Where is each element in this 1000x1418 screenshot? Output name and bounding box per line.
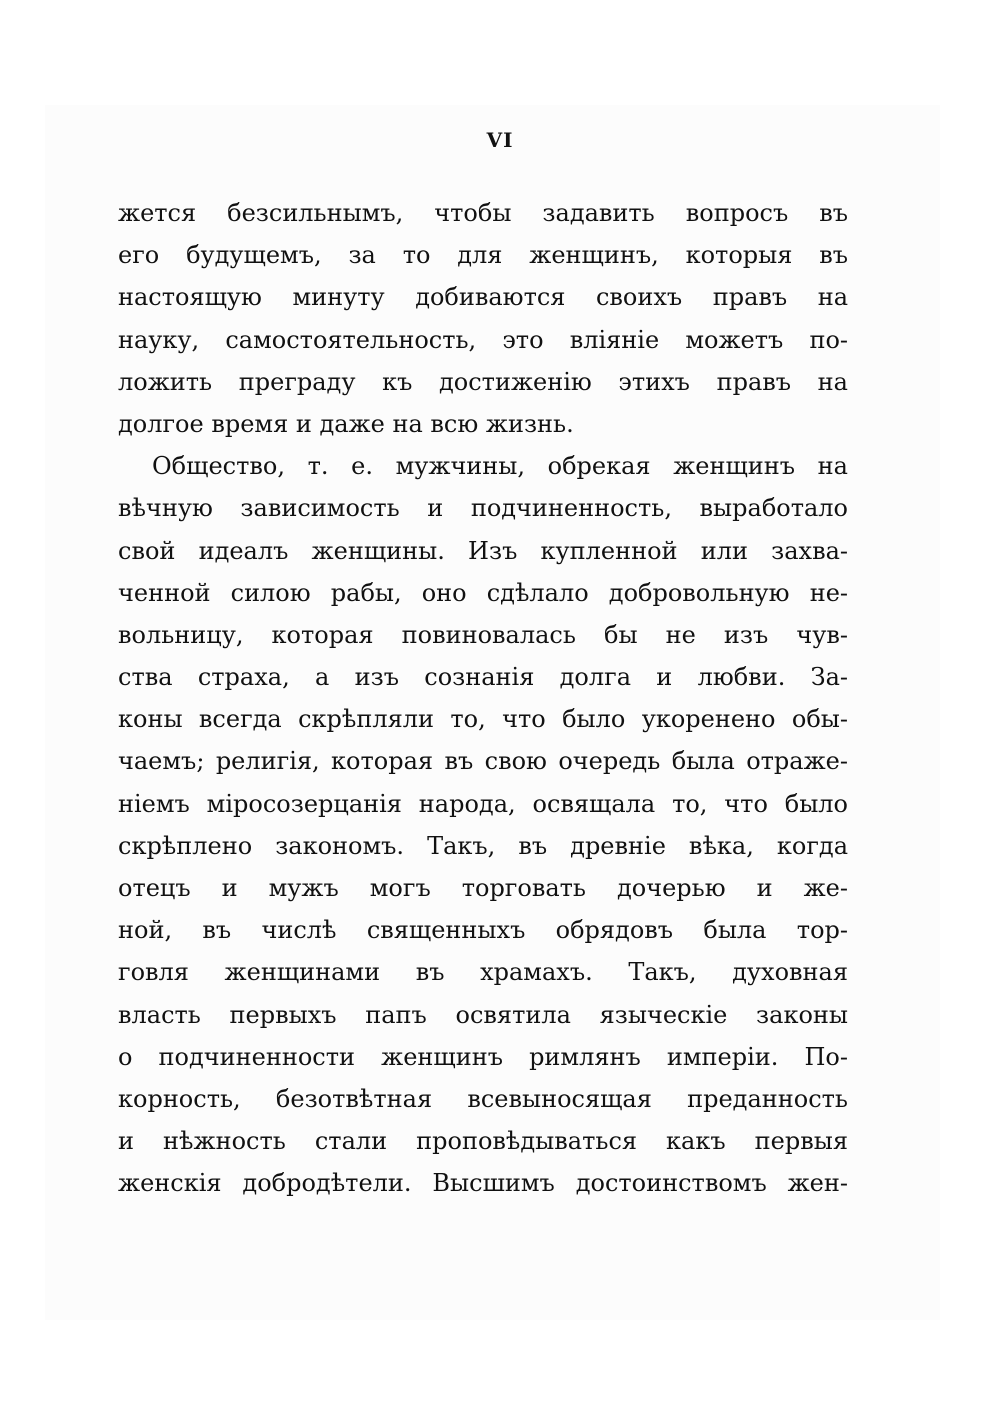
text-line: скрѣплено закономъ. Такъ, въ древніе вѣка, когда	[118, 831, 848, 860]
text-line: ніемъ міросозерцанія народа, освящала то, что было	[118, 789, 848, 818]
text-line: жется безсильнымъ, чтобы задавить вопросъ въ	[118, 199, 848, 227]
text-line: и нѣжность стали проповѣдываться какъ первыя	[118, 1127, 848, 1156]
text-line: ченной силою рабы, оно сдѣлало добровольную не-	[118, 578, 848, 607]
text-line: женскія добродѣтели. Высшимъ достоинствомъ жен-	[118, 1169, 848, 1198]
text-line: ства страха, а изъ сознанія долга и любви. За-	[118, 663, 848, 692]
text-line: свой идеалъ женщины. Изъ купленной или захва-	[118, 536, 848, 565]
text-line: науку, самостоятельность, это вліяніе можетъ по-	[118, 325, 848, 354]
text-line: ной, въ числѣ священныхъ обрядовъ была тор-	[118, 916, 848, 945]
body-text	[118, 192, 848, 1205]
text-line: говля женщинами въ храмахъ. Такъ, духовная	[118, 958, 848, 987]
paragraph-first-line: Общество, т. е. мужчины, обрекая женщинъ на	[152, 452, 848, 481]
text-line: долгое время и даже на всю жизнь.	[118, 409, 574, 438]
text-line: корность, безотвѣтная всевыносящая преданность	[118, 1084, 848, 1113]
text-line: коны всегда скрѣпляли то, что было укоренено обы-	[118, 705, 848, 734]
text-line: отецъ и мужъ могъ торговать дочерью и же-	[118, 874, 848, 902]
page-number: VI	[486, 128, 514, 152]
text-line: ложить преграду къ достиженію этихъ правъ на	[118, 367, 848, 396]
text-line: его будущемъ, за то для женщинъ, которыя въ	[118, 241, 848, 270]
text-line: настоящую минуту добиваются своихъ правъ на	[118, 283, 848, 312]
text-line: чаемъ; религія, которая въ свою очередь была отраже-	[118, 747, 848, 776]
text-line: вѣчную зависимость и подчиненность, выработало	[118, 494, 848, 523]
text-line: вольницу, которая повиновалась бы не изъ чув-	[118, 620, 848, 649]
text-line: власть первыхъ папъ освятила языческіе законы	[118, 1000, 848, 1029]
text-line: о подчиненности женщинъ римлянъ имперіи. По-	[118, 1042, 848, 1071]
